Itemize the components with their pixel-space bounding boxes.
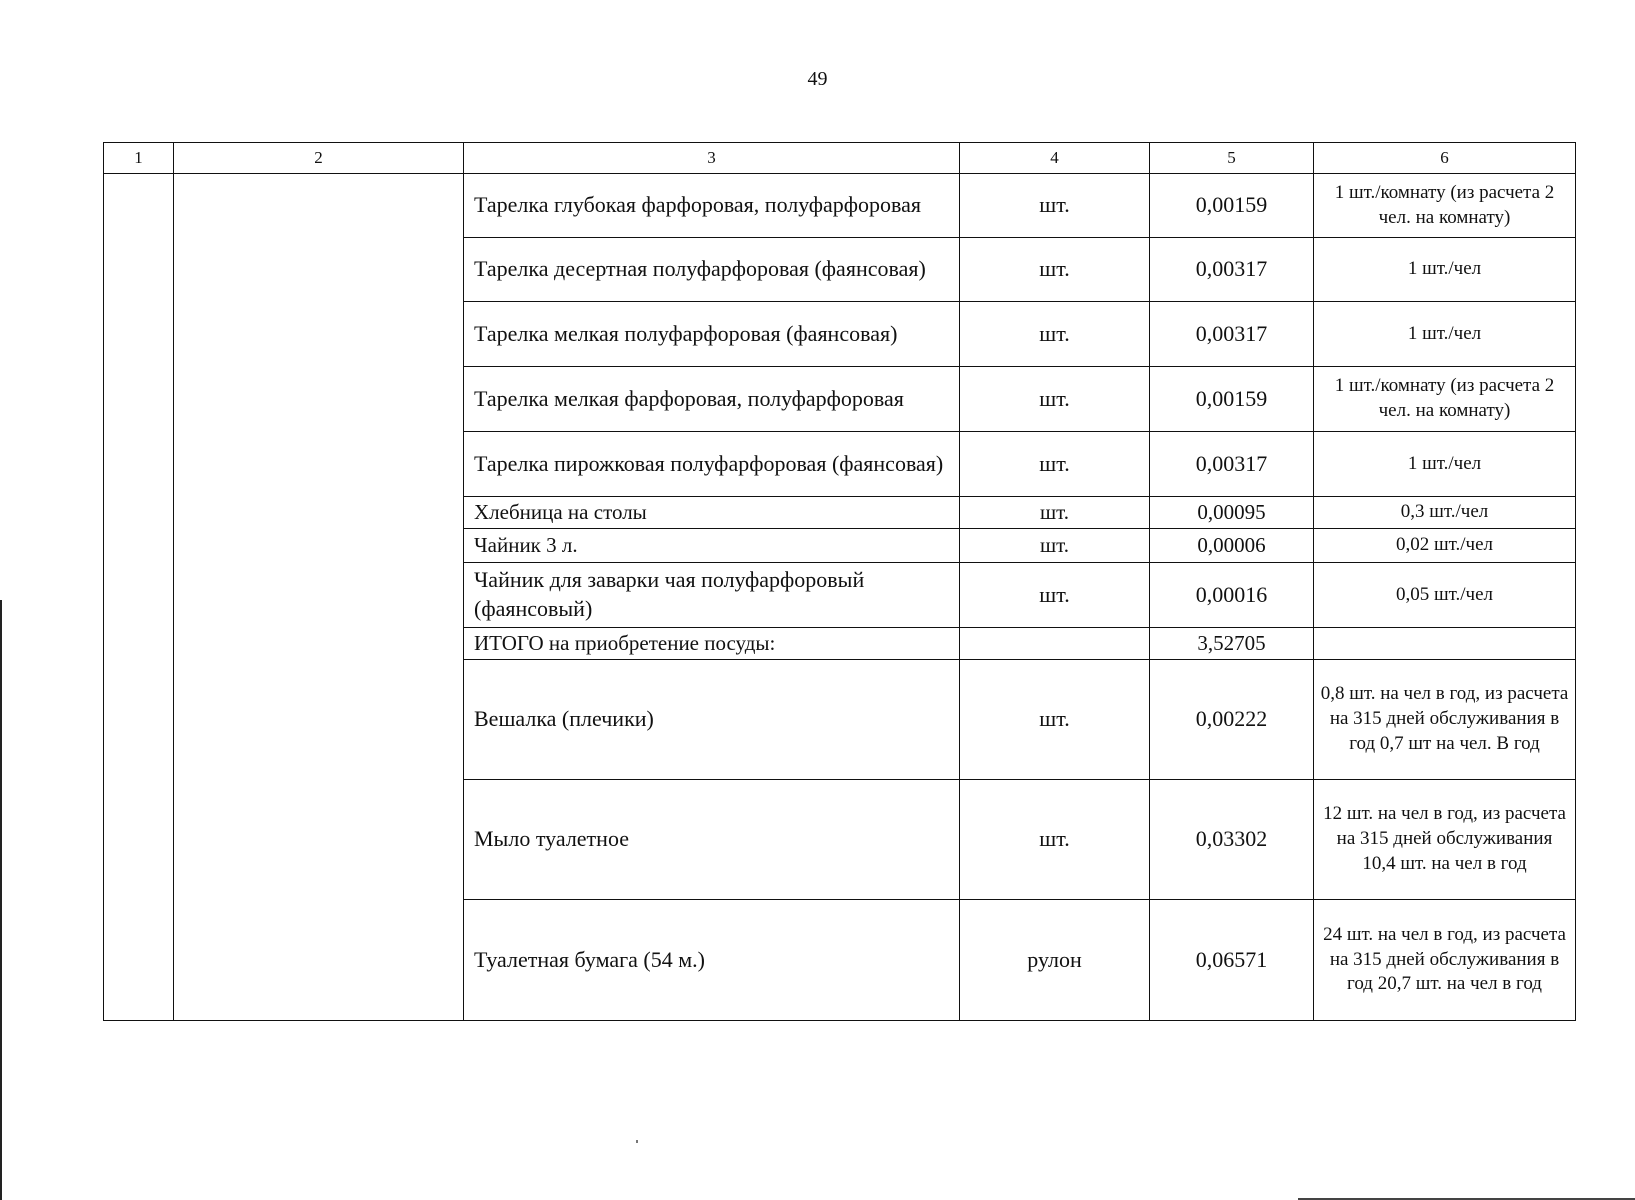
total-note <box>1314 628 1576 660</box>
item-value: 0,00016 <box>1150 563 1314 628</box>
item-unit: шт. <box>960 238 1150 302</box>
item-unit: шт. <box>960 302 1150 367</box>
item-value: 0,00317 <box>1150 302 1314 367</box>
specification-table <box>103 142 1576 1021</box>
item-name: Тарелка глубокая фарфоровая, полуфарфоровая <box>464 174 960 238</box>
item-unit: рулон <box>960 900 1150 1021</box>
header-cell-col3: 3 <box>464 143 960 174</box>
item-name: Хлебница на столы <box>464 497 960 529</box>
item-name: Вешалка (плечики) <box>464 660 960 780</box>
item-note: 0,3 шт./чел <box>1314 497 1576 529</box>
total-value: 3,52705 <box>1150 628 1314 660</box>
item-value: 0,00222 <box>1150 660 1314 780</box>
header-cell-col6: 6 <box>1314 143 1576 174</box>
item-note: 1 шт./комнату (из расчета 2 чел. на комнату) <box>1314 367 1576 432</box>
page-number: 49 <box>807 68 828 90</box>
item-unit: шт. <box>960 367 1150 432</box>
item-name: Мыло туалетное <box>464 780 960 900</box>
item-unit: шт. <box>960 563 1150 628</box>
item-value: 0,00317 <box>1150 238 1314 302</box>
item-value: 0,00317 <box>1150 432 1314 497</box>
col2-empty-cell <box>174 174 464 1021</box>
item-unit: шт. <box>960 174 1150 238</box>
scan-speck <box>636 1140 638 1143</box>
item-unit: шт. <box>960 497 1150 529</box>
item-name: Тарелка мелкая фарфоровая, полуфарфоровая <box>464 367 960 432</box>
item-note: 24 шт. на чел в год, из расчета на 315 дней обслуживания в год 20,7 шт. на чел в год <box>1314 900 1576 1021</box>
header-cell-col5: 5 <box>1150 143 1314 174</box>
item-note: 1 шт./чел <box>1314 302 1576 367</box>
table-header-row <box>104 143 1576 174</box>
item-unit: шт. <box>960 529 1150 563</box>
item-note: 0,02 шт./чел <box>1314 529 1576 563</box>
item-unit: шт. <box>960 660 1150 780</box>
item-name: Чайник для заварки чая полуфарфоровый (фаянсовый) <box>464 563 960 628</box>
item-value: 0,00095 <box>1150 497 1314 529</box>
item-name: Тарелка мелкая полуфарфоровая (фаянсовая) <box>464 302 960 367</box>
item-name: Тарелка десертная полуфарфоровая (фаянсовая) <box>464 238 960 302</box>
item-note: 0,8 шт. на чел в год, из расчета на 315 дней обслуживания в год 0,7 шт на чел. В год <box>1314 660 1576 780</box>
col1-empty-cell <box>104 174 174 1021</box>
item-value: 0,00159 <box>1150 367 1314 432</box>
item-value: 0,00006 <box>1150 529 1314 563</box>
item-note: 1 шт./чел <box>1314 238 1576 302</box>
table-row <box>104 174 1576 238</box>
header-cell-col2: 2 <box>174 143 464 174</box>
total-label: ИТОГО на приобретение посуды: <box>464 628 960 660</box>
item-value: 0,00159 <box>1150 174 1314 238</box>
item-note: 12 шт. на чел в год, из расчета на 315 дней обслуживания 10,4 шт. на чел в год <box>1314 780 1576 900</box>
item-note: 1 шт./комнату (из расчета 2 чел. на комнату) <box>1314 174 1576 238</box>
item-value: 0,06571 <box>1150 900 1314 1021</box>
header-cell-col4: 4 <box>960 143 1150 174</box>
total-unit <box>960 628 1150 660</box>
item-value: 0,03302 <box>1150 780 1314 900</box>
scan-edge-mark-left <box>0 600 2 1200</box>
item-name: Тарелка пирожковая полуфарфоровая (фаянсовая) <box>464 432 960 497</box>
item-name: Чайник 3 л. <box>464 529 960 563</box>
item-unit: шт. <box>960 780 1150 900</box>
item-note: 0,05 шт./чел <box>1314 563 1576 628</box>
header-cell-col1: 1 <box>104 143 174 174</box>
item-note: 1 шт./чел <box>1314 432 1576 497</box>
item-unit: шт. <box>960 432 1150 497</box>
item-name: Туалетная бумага (54 м.) <box>464 900 960 1021</box>
